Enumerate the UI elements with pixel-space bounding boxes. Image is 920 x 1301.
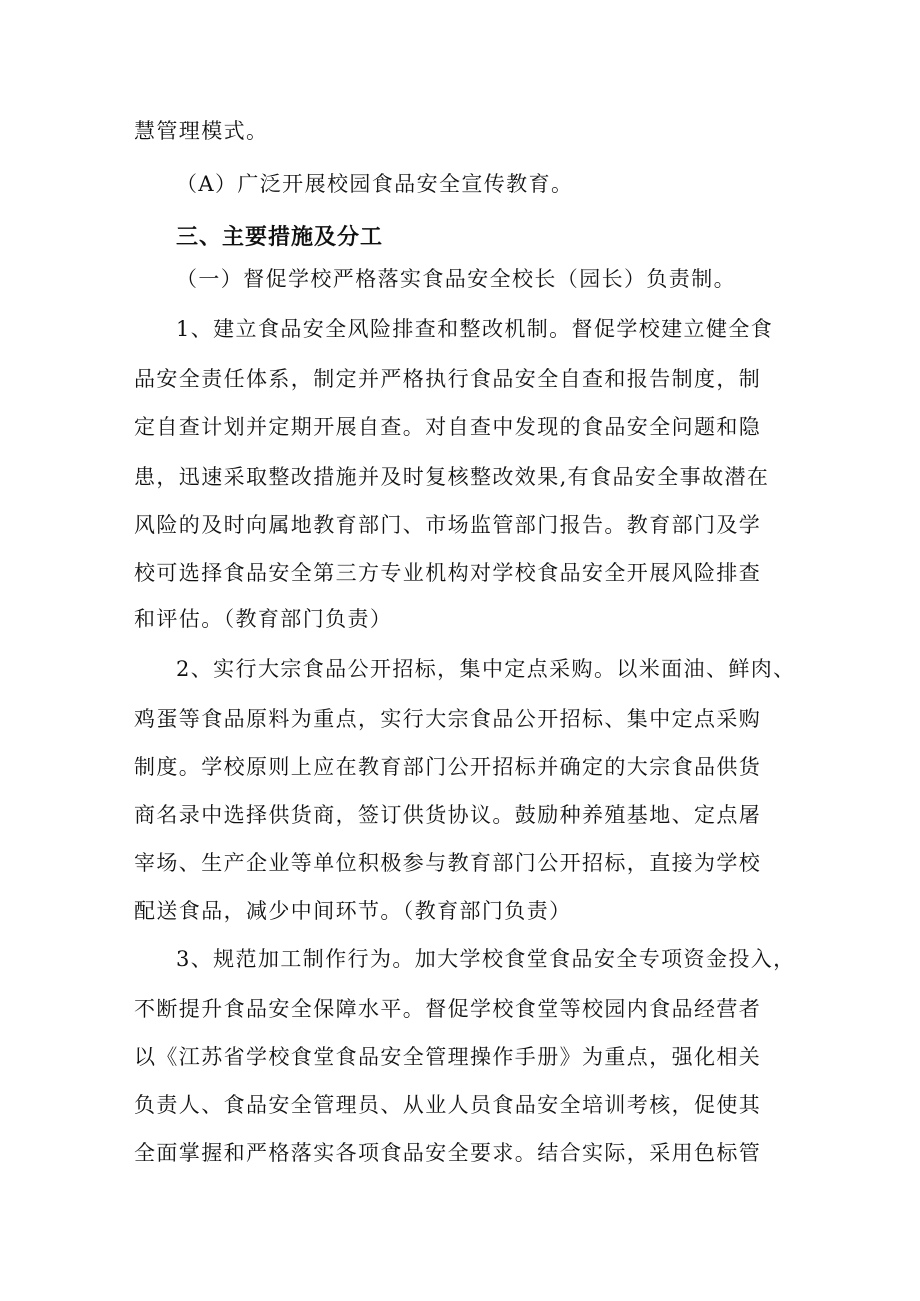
- paragraph-line: 负责人、食品安全管理员、从业人员食品安全培训考核，促使其: [134, 1093, 762, 1117]
- paragraph-line: 患，迅速采取整改措施并及时复核整改效果,有食品安全事故潜在: [134, 465, 770, 489]
- paragraph-line: 不断提升食品安全保障水平。督促学校食堂等校园内食品经营者: [134, 997, 762, 1021]
- paragraph-line: 以《江苏省学校食堂食品安全管理操作手册》为重点，强化相关: [134, 1045, 762, 1069]
- paragraph-line: 全面掌握和严格落实各项食品安全要求。结合实际，采用色标管: [134, 1141, 762, 1165]
- paragraph-line: 定自查计划并定期开展自查。对自查中发现的食品安全问题和隐: [134, 415, 762, 439]
- paragraph-line: 3、规范加工制作行为。加大学校食堂食品安全专项资金投入，: [176, 947, 796, 971]
- paragraph-line: 风险的及时向属地教育部门、市场监管部门报告。教育部门及学: [134, 513, 762, 537]
- paragraph-line: 和评估。（教育部门负责）: [134, 607, 393, 631]
- text-line: 慧管理模式。: [134, 119, 269, 143]
- section-heading: 三、主要措施及分工: [176, 225, 384, 250]
- paragraph-line: 商名录中选择供货商，签订供货协议。鼓励种养殖基地、定点屠: [134, 803, 762, 827]
- subsection-heading: （一）督促学校严格落实食品安全校长（园长）负责制。: [176, 267, 736, 291]
- text-line: （A）广泛开展校园食品安全宣传教育。: [176, 172, 574, 196]
- paragraph-line: 2、实行大宗食品公开招标，集中定点采购。以米面油、鲜肉、: [176, 657, 796, 681]
- paragraph-line: 品安全责任体系，制定并严格执行食品安全自查和报告制度，制: [134, 367, 762, 391]
- paragraph-line: 宰场、生产企业等单位积极参与教育部门公开招标，直接为学校: [134, 851, 762, 875]
- paragraph-line: 配送食品，减少中间环节。（教育部门负责）: [134, 899, 572, 923]
- paragraph-line: 鸡蛋等食品原料为重点，实行大宗食品公开招标、集中定点采购: [134, 707, 762, 731]
- paragraph-line: 制度。学校原则上应在教育部门公开招标并确定的大宗食品供货: [134, 755, 762, 779]
- paragraph-line: 校可选择食品安全第三方专业机构对学校食品安全开展风险排查: [134, 561, 762, 585]
- paragraph-line: 1、建立食品安全风险排查和整改机制。督促学校建立健全食: [176, 317, 774, 341]
